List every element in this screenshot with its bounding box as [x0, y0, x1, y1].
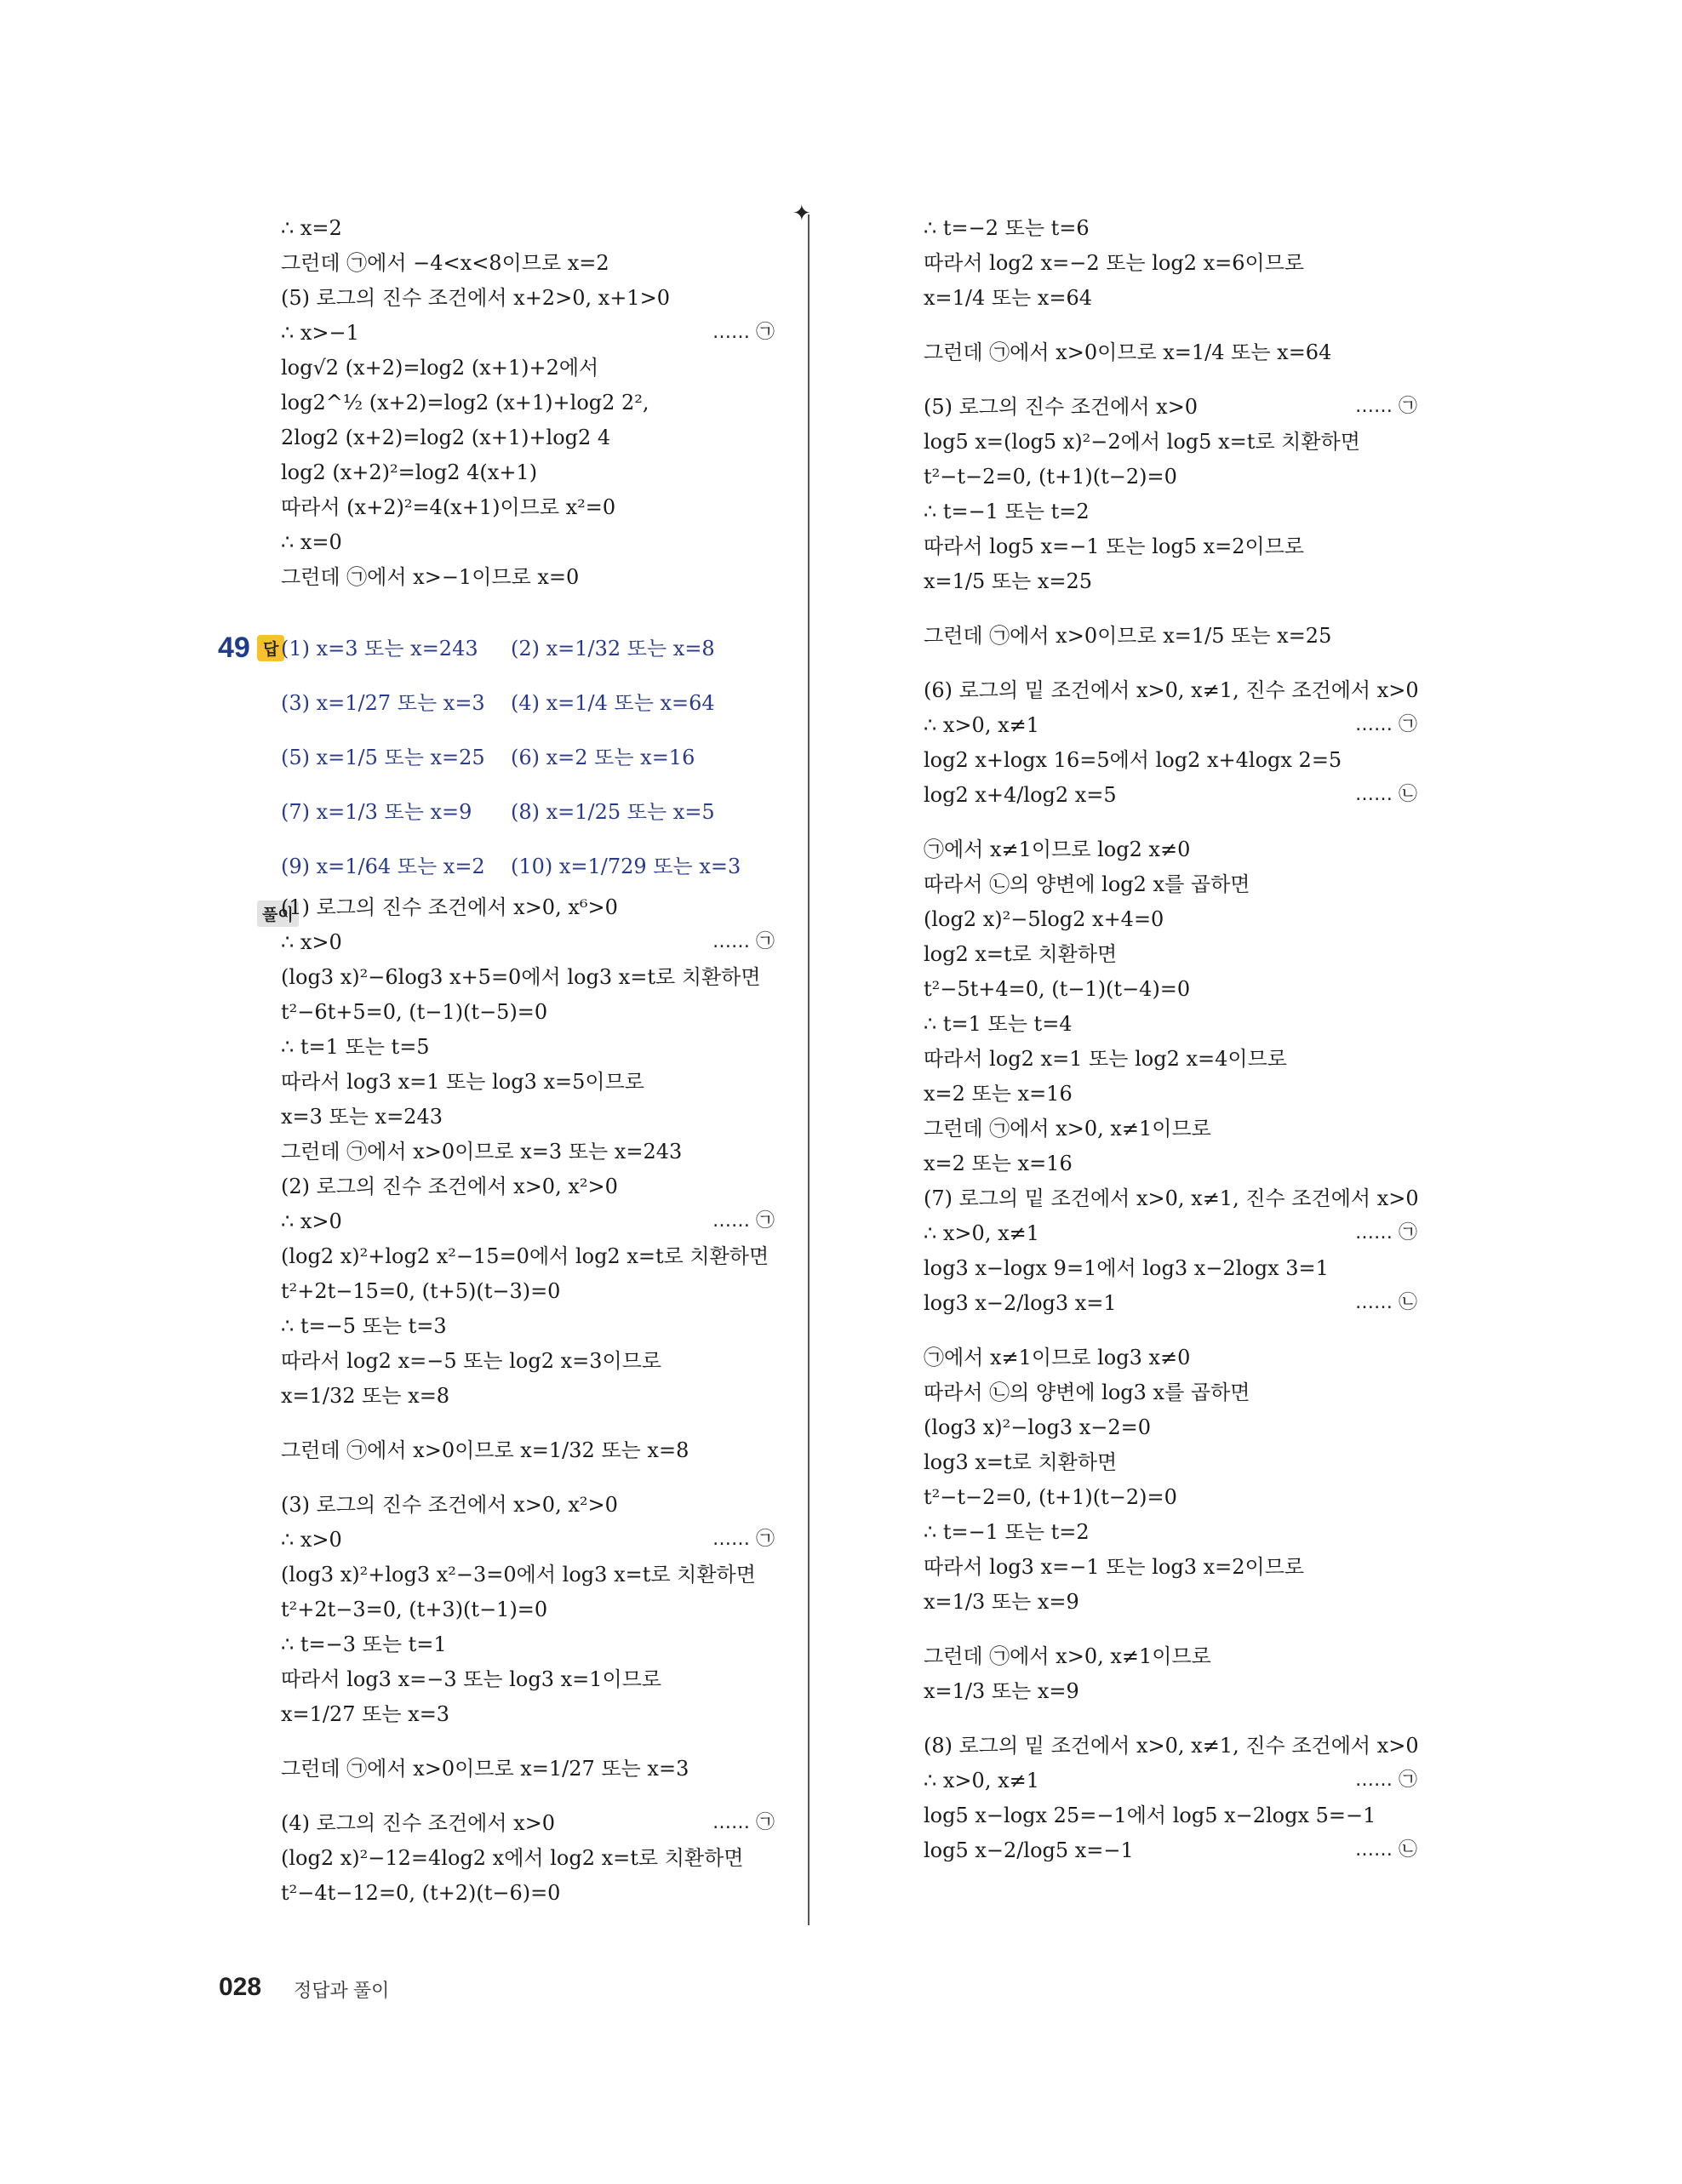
- solution-line: [924, 940, 1117, 968]
- equation-marker: …… ㉠: [712, 1812, 775, 1833]
- solution-line: [281, 214, 342, 242]
- solution-line: [924, 498, 1090, 525]
- solution-line-text: ∴ t=−1 또는 t=2: [924, 500, 1090, 523]
- solution-line: [281, 1741, 689, 1796]
- answer-item: (9) x=1/64 또는 x=2: [281, 855, 485, 878]
- solution-line: [281, 963, 761, 991]
- solution-line: [281, 1243, 769, 1270]
- solution-line: [924, 1045, 1287, 1072]
- solution-line: [281, 1423, 689, 1478]
- solution-line-text: ∴ x>0, x≠1: [924, 1769, 1039, 1792]
- solution-line: [924, 1449, 1117, 1476]
- solution-line: [281, 319, 775, 346]
- solution-line: [281, 529, 342, 556]
- solution-line: [924, 677, 1419, 704]
- solution-line: [924, 1664, 1079, 1718]
- solution-line-text: ∴ t=1 또는 t=5: [281, 1035, 430, 1059]
- solution-line-text: (3) 로그의 진수 조건에서 x>0, x²>0: [281, 1493, 618, 1517]
- solution-line: [924, 1010, 1073, 1038]
- solution-line: [281, 894, 618, 921]
- solution-line: [924, 1344, 1190, 1371]
- solution-line: [281, 1596, 547, 1623]
- answer-item: (8) x=1/25 또는 x=5: [511, 800, 715, 824]
- solution-line: [281, 1631, 447, 1658]
- answer-item: (3) x=1/27 또는 x=3: [281, 691, 485, 715]
- solution-line-text: (5) 로그의 진수 조건에서 x>0: [924, 395, 1199, 419]
- solution-line: [281, 1369, 449, 1423]
- solution-line-text: ∴ t=1 또는 t=4: [924, 1012, 1073, 1036]
- solution-line: [924, 393, 1417, 420]
- equation-marker: …… ㉡: [1355, 1292, 1417, 1313]
- solution-line-text: (7) 로그의 밑 조건에서 x>0, x≠1, 진수 조건에서 x>0: [924, 1186, 1419, 1210]
- solution-line: [281, 1173, 618, 1200]
- solution-line-text: ㉠에서 x≠1이므로 log2 x≠0: [924, 838, 1191, 861]
- solution-line: [924, 1115, 1211, 1142]
- solution-line: [281, 1208, 775, 1235]
- solution-line: [924, 1414, 1151, 1441]
- equation-marker: …… ㉠: [1355, 1222, 1417, 1244]
- solution-line-text: ∴ x=2: [281, 216, 342, 240]
- solution-line-text: 따라서 log2 x=−2 또는 log2 x=6이므로: [924, 251, 1305, 275]
- solution-line-text: t²−5t+4=0, (t−1)(t−4)=0: [924, 977, 1191, 1001]
- solution-line-text: x=1/4 또는 x=64: [924, 286, 1093, 310]
- solution-line-text: x=1/27 또는 x=3: [281, 1702, 450, 1726]
- solution-line-text: ∴ t=−2 또는 t=6: [924, 216, 1090, 240]
- answer-item: (5) x=1/5 또는 x=25: [281, 746, 485, 769]
- solution-line-text: t²−6t+5=0, (t−1)(t−5)=0: [281, 1000, 548, 1024]
- solution-line: [281, 459, 537, 486]
- solution-line: [281, 1312, 447, 1340]
- solution-line: [281, 1068, 644, 1095]
- solution-line-text: 그런데 ㉠에서 x>0이므로 x=1/5 또는 x=25: [924, 624, 1332, 648]
- equation-marker: …… ㉡: [1355, 1839, 1417, 1861]
- solution-line-text: log3 x−logx 9=1에서 log3 x−2logx 3=1: [924, 1256, 1329, 1280]
- solution-line-text: (2) 로그의 진수 조건에서 x>0, x²>0: [281, 1175, 618, 1198]
- solution-line-text: (6) 로그의 밑 조건에서 x>0, x≠1, 진수 조건에서 x>0: [924, 678, 1419, 702]
- page-number: 028: [219, 1973, 262, 2001]
- solution-line: [281, 494, 615, 521]
- equation-marker: …… ㉠: [712, 931, 775, 952]
- solution-line-text: x=2 또는 x=16: [924, 1082, 1073, 1106]
- answer-item: (1) x=3 또는 x=243: [281, 637, 478, 660]
- solution-line: [281, 1138, 682, 1165]
- solution-line: [281, 1687, 449, 1741]
- solution-line-text: 따라서 log2 x=1 또는 log2 x=4이므로: [924, 1047, 1287, 1071]
- solution-line-text: t²+2t−15=0, (t+5)(t−3)=0: [281, 1279, 561, 1303]
- solution-line: [924, 1484, 1177, 1511]
- solution-line-text: x=1/3 또는 x=9: [924, 1679, 1079, 1703]
- solution-line: [924, 1732, 1419, 1759]
- solution-line: [924, 1080, 1073, 1107]
- solution-line: [924, 768, 1417, 822]
- equation-marker: …… ㉠: [1355, 396, 1417, 417]
- solution-line-text: log5 x−logx 25=−1에서 log5 x−2logx 5=−1: [924, 1804, 1376, 1827]
- solution-line-text: ㉠에서 x≠1이므로 log3 x≠0: [924, 1346, 1191, 1369]
- equation-marker: …… ㉡: [1355, 784, 1417, 805]
- solution-line-text: x=1/3 또는 x=9: [924, 1590, 1079, 1614]
- solution-line: [281, 1526, 775, 1553]
- equation-marker: …… ㉠: [712, 1210, 775, 1232]
- solution-line-text: t²−t−2=0, (t+1)(t−2)=0: [924, 1485, 1177, 1509]
- solution-line: [281, 1278, 560, 1305]
- solution-line: [924, 1185, 1419, 1212]
- solution-line-text: 그런데 ㉠에서 x>0이므로 x=1/27 또는 x=3: [281, 1757, 689, 1781]
- solution-line-text: 따라서 log3 x=−3 또는 log3 x=1이므로: [281, 1667, 662, 1691]
- solution-line-text: 2log2 (x+2)=log2 (x+1)+log2 4: [281, 426, 611, 449]
- solution-line: [924, 1379, 1250, 1406]
- solution-line-text: (log2 x)²+log2 x²−15=0에서 log2 x=t로 치환하면: [281, 1244, 769, 1268]
- solution-line-text: ∴ t=−5 또는 t=3: [281, 1314, 447, 1338]
- solution-line-text: 그런데 ㉠에서 −4<x<8이므로 x=2: [281, 251, 609, 275]
- solution-line-text: t²+2t−3=0, (t+3)(t−1)=0: [281, 1598, 548, 1621]
- solution-line-text: x=1/32 또는 x=8: [281, 1384, 450, 1408]
- solution-line-text: (log3 x)²−log3 x−2=0: [924, 1415, 1152, 1439]
- solution-line-text: (5) 로그의 진수 조건에서 x+2>0, x+1>0: [281, 286, 671, 310]
- solution-line-text: 따라서 log5 x=−1 또는 log5 x=2이므로: [924, 535, 1305, 558]
- solution-line: [281, 1033, 430, 1061]
- solution-line-text: 따라서 ㉡의 양변에 log2 x를 곱하면: [924, 872, 1250, 896]
- solution-line: [281, 389, 649, 416]
- equation-marker: …… ㉠: [712, 1529, 775, 1550]
- equation-marker: …… ㉠: [712, 322, 775, 343]
- column-divider: [808, 214, 810, 1925]
- solution-line-text: 그런데 ㉠에서 x>0, x≠1이므로: [924, 1644, 1211, 1668]
- solution-line-text: 그런데 ㉠에서 x>0이므로 x=1/4 또는 x=64: [924, 340, 1332, 364]
- solution-line-text: 따라서 log3 x=−1 또는 log3 x=2이므로: [924, 1555, 1305, 1579]
- solution-line-text: 따라서 ㉡의 양변에 log3 x를 곱하면: [924, 1381, 1250, 1404]
- solution-line: [924, 214, 1090, 242]
- solution-line-text: ∴ t=−3 또는 t=1: [281, 1632, 447, 1656]
- solution-line: [281, 424, 610, 451]
- star-icon: ✦: [792, 201, 811, 226]
- solution-line: [924, 271, 1092, 325]
- solution-line: [924, 975, 1190, 1003]
- solution-line: [924, 1276, 1417, 1330]
- solution-line-text: 그런데 ㉠에서 x>0이므로 x=3 또는 x=243: [281, 1140, 683, 1163]
- answer-item: (10) x=1/729 또는 x=3: [511, 855, 741, 878]
- solution-line-text: ∴ x>−1: [281, 321, 359, 345]
- solution-line: [924, 428, 1360, 455]
- solution-line: [924, 609, 1331, 663]
- solution-line-text: ∴ x>0: [281, 930, 342, 954]
- solution-line: [924, 712, 1417, 739]
- solution-line-text: (log2 x)²−5log2 x+4=0: [924, 907, 1164, 931]
- solution-line: [924, 836, 1190, 863]
- solution-line: [924, 1150, 1073, 1177]
- solution-line-text: (log3 x)²+log3 x²−3=0에서 log3 x=t로 치환하면: [281, 1563, 756, 1587]
- solution-line: [281, 1810, 775, 1837]
- solution-line: [281, 249, 609, 277]
- solution-line-text: ∴ x>0, x≠1: [924, 713, 1039, 737]
- equation-marker: …… ㉠: [1355, 714, 1417, 735]
- solution-line-text: log2^½ (x+2)=log2 (x+1)+log2 2²,: [281, 391, 649, 415]
- answer-item: (4) x=1/4 또는 x=64: [511, 691, 715, 715]
- solution-line-text: log2 x=t로 치환하면: [924, 942, 1118, 966]
- explanation-badge: 풀이: [257, 900, 299, 927]
- solution-line: [281, 1844, 743, 1872]
- solution-line-text: (4) 로그의 진수 조건에서 x>0: [281, 1811, 556, 1835]
- answer-item: (7) x=1/3 또는 x=9: [281, 800, 472, 824]
- solution-line: [281, 1491, 618, 1518]
- solution-line-text: (log3 x)²−6log3 x+5=0에서 log3 x=t로 치환하면: [281, 965, 761, 989]
- solution-line-text: 그런데 ㉠에서 x>0이므로 x=1/32 또는 x=8: [281, 1438, 689, 1462]
- solution-line-text: ∴ x>0, x≠1: [924, 1221, 1039, 1245]
- solution-line-text: log√2 (x+2)=log2 (x+1)+2에서: [281, 356, 599, 380]
- solution-line: [924, 1518, 1090, 1546]
- solution-line: [281, 563, 579, 591]
- solution-line-text: log3 x−2/log3 x=1: [924, 1291, 1117, 1315]
- solution-line-text: log3 x=t로 치환하면: [924, 1450, 1118, 1474]
- solution-line-text: x=1/5 또는 x=25: [924, 569, 1093, 593]
- footer-title: 정답과 풀이: [294, 1980, 390, 2001]
- solution-line: [924, 1823, 1417, 1878]
- equation-marker: …… ㉠: [1355, 1769, 1417, 1791]
- solution-line-text: 그런데 ㉠에서 x>−1이므로 x=0: [281, 565, 580, 589]
- solution-line: [924, 1575, 1079, 1629]
- solution-line: [924, 463, 1177, 490]
- solution-line-text: x=3 또는 x=243: [281, 1105, 443, 1129]
- answer-item: (6) x=2 또는 x=16: [511, 746, 695, 769]
- solution-line-text: ∴ x>0: [281, 1209, 342, 1233]
- solution-line-text: 따라서 (x+2)²=4(x+1)이므로 x²=0: [281, 495, 616, 519]
- answer-item: (2) x=1/32 또는 x=8: [511, 637, 715, 660]
- solution-line: [281, 284, 670, 312]
- solution-line-text: x=2 또는 x=16: [924, 1152, 1073, 1175]
- solution-line-text: log5 x=(log5 x)²−2에서 log5 x=t로 치환하면: [924, 430, 1360, 454]
- solution-line-text: log5 x−2/log5 x=−1: [924, 1838, 1134, 1862]
- solution-line-text: 그런데 ㉠에서 x>0, x≠1이므로: [924, 1117, 1211, 1141]
- solution-line-text: (log2 x)²−12=4log2 x에서 log2 x=t로 치환하면: [281, 1846, 744, 1870]
- answer-badge: 답: [257, 635, 284, 661]
- solution-line-text: (1) 로그의 진수 조건에서 x>0, x⁶>0: [281, 895, 618, 919]
- solution-line-text: (8) 로그의 밑 조건에서 x>0, x≠1, 진수 조건에서 x>0: [924, 1734, 1419, 1758]
- solution-line: [924, 871, 1250, 898]
- solution-line: [281, 1561, 756, 1588]
- solution-line: [281, 998, 547, 1026]
- solution-line-text: 따라서 log2 x=−5 또는 log2 x=3이므로: [281, 1349, 662, 1373]
- solution-line-text: 따라서 log3 x=1 또는 log3 x=5이므로: [281, 1070, 644, 1094]
- solution-line: [281, 354, 598, 381]
- solution-line-text: log2 x+4/log2 x=5: [924, 783, 1117, 807]
- solution-line-text: log2 (x+2)²=log2 4(x+1): [281, 460, 538, 484]
- solution-line: [924, 1220, 1417, 1247]
- solution-line: [924, 906, 1164, 933]
- solution-line-text: ∴ t=−1 또는 t=2: [924, 1520, 1090, 1544]
- solution-line: [281, 1879, 560, 1907]
- solution-line-text: ∴ x>0: [281, 1528, 342, 1552]
- solution-line-text: t²−t−2=0, (t+1)(t−2)=0: [924, 465, 1177, 489]
- solution-line: [924, 325, 1331, 380]
- solution-line-text: t²−4t−12=0, (t+2)(t−6)=0: [281, 1881, 561, 1905]
- solution-line-text: log2 x+logx 16=5에서 log2 x+4logx 2=5: [924, 748, 1342, 772]
- solution-line: [924, 1767, 1417, 1794]
- solution-line-text: ∴ x=0: [281, 530, 342, 554]
- problem-number: 49: [218, 632, 250, 664]
- solution-line: [281, 929, 775, 956]
- solution-line: [924, 554, 1092, 609]
- solution-line: [281, 1103, 443, 1130]
